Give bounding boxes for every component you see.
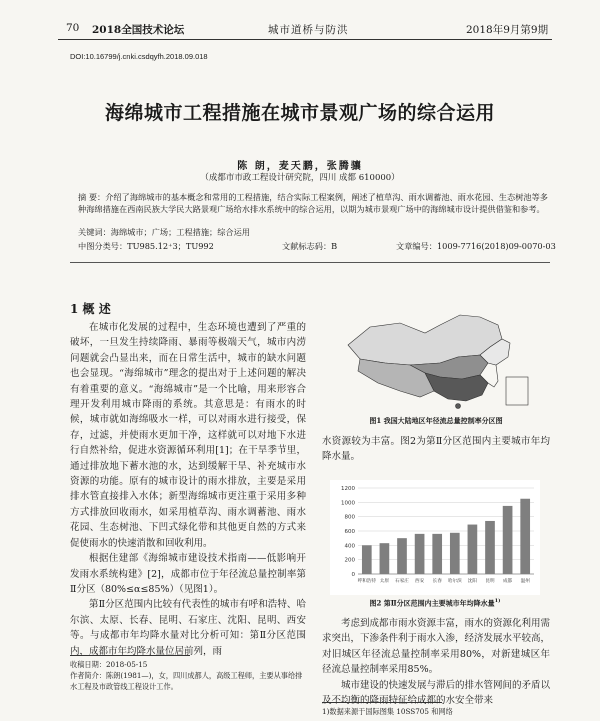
abstract: 摘 要：介绍了海绵城市的基本概念和常用的工程措施，结合实际工程案例，阐述了植草沟、雨水调蓄池、雨水花园、生态树池等多种海绵措施在西南民族大学民大路景观广场给水排水系统中的综合运用，以期为城市景观广场中的海绵城市设计提供借鉴和参考。 — [78, 192, 548, 214]
map-hainan — [456, 404, 461, 409]
chart-x-label: 太原 — [379, 579, 390, 584]
chart-y-tick-label: 1200 — [341, 486, 355, 492]
figure1-caption: 图1 我国大陆地区年径流总量控制率分区图 — [369, 416, 503, 425]
document-code: 文献标志码：B — [282, 241, 338, 251]
paragraph-water: 水资源较为丰富。图2为第Ⅱ分区范围内主要城市年均降水量。 — [322, 436, 550, 463]
chart-bar — [450, 533, 460, 574]
left-column — [70, 320, 306, 659]
chart-bar — [415, 534, 425, 574]
chart-x-label: 成都 — [502, 579, 513, 584]
section-heading: 1 概 述 — [70, 302, 111, 316]
chart-y-tick-label: 0 — [351, 572, 355, 578]
right-column-bottom — [322, 616, 550, 708]
rainfall-bar-chart — [330, 480, 540, 595]
chart-y-tick-label: 600 — [344, 529, 355, 535]
paragraph-zone2: 第Ⅱ分区范围内比较有代表性的城市有呼和浩特、哈尔滨、太原、长春、昆明、石家庄、沈阳、昆明、西安等。与成都市年均降水量对比分析可知：第Ⅱ分区范围内，成都市年均降水量位居前列，雨 — [70, 599, 306, 657]
chart-bar — [380, 543, 390, 574]
received-date: 收稿日期：2018-05-15 — [70, 660, 148, 669]
authors: 陈 朗，麦天鹏，张腾骧 — [237, 161, 363, 172]
chart-x-label: 呼和浩特 — [357, 579, 376, 584]
chart-x-label: 温州 — [520, 579, 530, 584]
footer-left — [70, 659, 306, 692]
chart-x-label: 长春 — [432, 579, 442, 584]
chart-bar — [503, 506, 513, 574]
header-rule — [58, 39, 552, 40]
chart-bar — [397, 538, 407, 574]
chart-y-tick-label: 800 — [344, 514, 355, 521]
chart-x-label: 哈尔滨 — [447, 579, 462, 584]
figure2-caption — [330, 598, 540, 608]
chart-y-tick-label: 400 — [344, 543, 355, 550]
article-number: 文章编号：1009-7716(2018)09-0070-03 — [396, 241, 556, 251]
issue-info: 2018年9月第9期 — [466, 24, 549, 36]
doi: DOI:10.16799/j.cnki.csdqyfh.2018.09.018 — [70, 52, 208, 61]
chart-x-label: 西安 — [414, 579, 425, 584]
keywords: 关键词：海绵城市；广场；工程措施；综合运用 — [78, 227, 250, 237]
author-bio: 作者简介：陈朗(1981—)，女，四川成都人，高级工程师，主要从事给排水工程及市政管线工程设计工作。 — [70, 671, 303, 691]
chart-bar — [468, 525, 478, 574]
chart-x-label: 石家庄 — [395, 579, 409, 584]
right-column-top — [322, 434, 550, 465]
paragraph-runoff: 考虑到成都市雨水资源丰富，雨水的资源化利用需求突出，下渗条件利于雨水入渗，经济发展水平较高，对旧城区年径流总量控制率采用80%，对新建城区年径流总量控制率采用85%。 — [322, 618, 551, 676]
chart-bar — [520, 499, 530, 574]
figure2-caption-note: 1) — [494, 598, 501, 604]
paragraph-intro: 在城市化发展的过程中，生态环境也遭到了严重的破坏，一旦发生持续降雨、暴雨等极端天气，城市内涝问题就会凸显出来，而在日常生活中，城市的缺水问题也会显现。“海绵城市”理念的提出对于上述问题的解决有着重要的意义。“海绵城市”是一个比喻，用来形容合理开发利用城市降雨的系统。其意思是：有雨水的时候，城市就如海绵吸水一样，可以对雨水进行接受，保存，过滤，并使雨水更加干净，这样就可以对地下水进行自然补给，促进水资源循环利用[1]；在干旱季节里，通过排放地下蓄水池的水，达到缓解干旱、补充城市水资源的功能。原有的城市设计的雨水排放，主要是采用排水管直接排入水体；新型海绵城市更注重于采用多种方式排放回收雨水，如采用植草沟、雨水调蓄池、雨水花园、生态树池、下凹式绿化带和其他更自然的方式来促使雨水的快速消散和回收利用。 — [70, 322, 306, 549]
footnote-rule-right — [322, 702, 442, 703]
paragraph-drainage: 城市建设的快速发展与滞后的排水管网间的矛盾以及不均衡的降雨特征给成都的水安全带来 — [322, 679, 551, 707]
footnote: 1)数据来源于国际图集 10SS705 和网络 — [322, 707, 453, 716]
article-title: 海绵城市工程措施在城市景观广场的综合运用 — [104, 102, 495, 124]
chart-x-label: 昆明 — [485, 579, 495, 584]
china-runoff-zone-map — [330, 305, 540, 410]
abstract-rule — [70, 262, 550, 263]
paragraph-guide: 根据住建部《海绵城市建设技术指南——低影响开发雨水系统构建》[2]，成都市位于年径流总量控制率第Ⅱ分区（80%≤α≤85%）（见图1）。 — [70, 553, 306, 595]
journal-name: 2018全国技术论坛 — [92, 24, 185, 36]
chart-bar — [362, 545, 372, 574]
page-number: 70 — [66, 22, 80, 34]
chart-y-tick-label: 200 — [344, 557, 355, 564]
clc-number: 中图分类号：TU985.12⁺3；TU992 — [78, 241, 214, 251]
map-south-sea-inset — [506, 377, 528, 405]
affiliation: （成都市市政工程设计研究院，四川 成都 610000） — [200, 173, 400, 183]
chart-bar — [485, 521, 495, 574]
journal-section: 城市道桥与防洪 — [268, 24, 349, 36]
chart-x-label: 沈阳 — [467, 579, 478, 584]
chart-y-tick-label: 1000 — [341, 500, 355, 507]
footnote-rule-left — [70, 655, 190, 656]
chart-bar — [432, 534, 442, 574]
figure2-caption-text: 图2 第Ⅱ分区范围内主要城市年均降水量 — [369, 598, 495, 608]
